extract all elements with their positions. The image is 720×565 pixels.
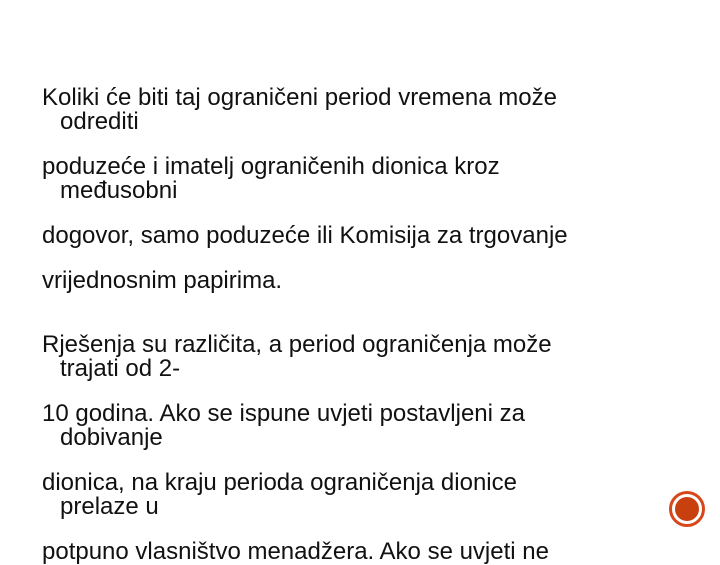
text-line: Rješenja su različita, a period ograničenja može — [42, 331, 552, 358]
line-gap — [42, 450, 702, 471]
paragraph-1 — [42, 86, 702, 293]
text-line: poduzeće i imatelj ograničenih dionica kroz — [42, 153, 500, 180]
text-line: dobivanje — [60, 424, 163, 451]
text-line: trajati od 2- — [60, 355, 181, 382]
paragraph-2 — [42, 333, 702, 564]
text-line: prelaze u — [60, 493, 159, 520]
text-line: odrediti — [60, 108, 139, 135]
text-line: vrijednosnim papirima. — [42, 267, 283, 294]
circle-icon — [675, 497, 699, 521]
text-line: dogovor, samo poduzeće ili Komisija za trgovanje — [42, 222, 568, 249]
line-gap — [42, 248, 702, 269]
line-gap — [42, 134, 702, 155]
text-line: Koliki će biti taj ograničeni period vremena može — [42, 84, 557, 111]
line-gap — [42, 203, 702, 224]
line-gap — [42, 381, 702, 402]
text-line: potpuno vlasništvo menadžera. Ako se uvjeti ne — [42, 538, 549, 565]
text-line: međusobni — [60, 177, 178, 204]
text-line: dionica, na kraju perioda ograničenja dionice — [42, 469, 517, 496]
text-line: 10 godina. Ako se ispune uvjeti postavljeni za — [42, 400, 525, 427]
slide-nav-button[interactable] — [669, 491, 705, 527]
line-gap — [42, 519, 702, 540]
